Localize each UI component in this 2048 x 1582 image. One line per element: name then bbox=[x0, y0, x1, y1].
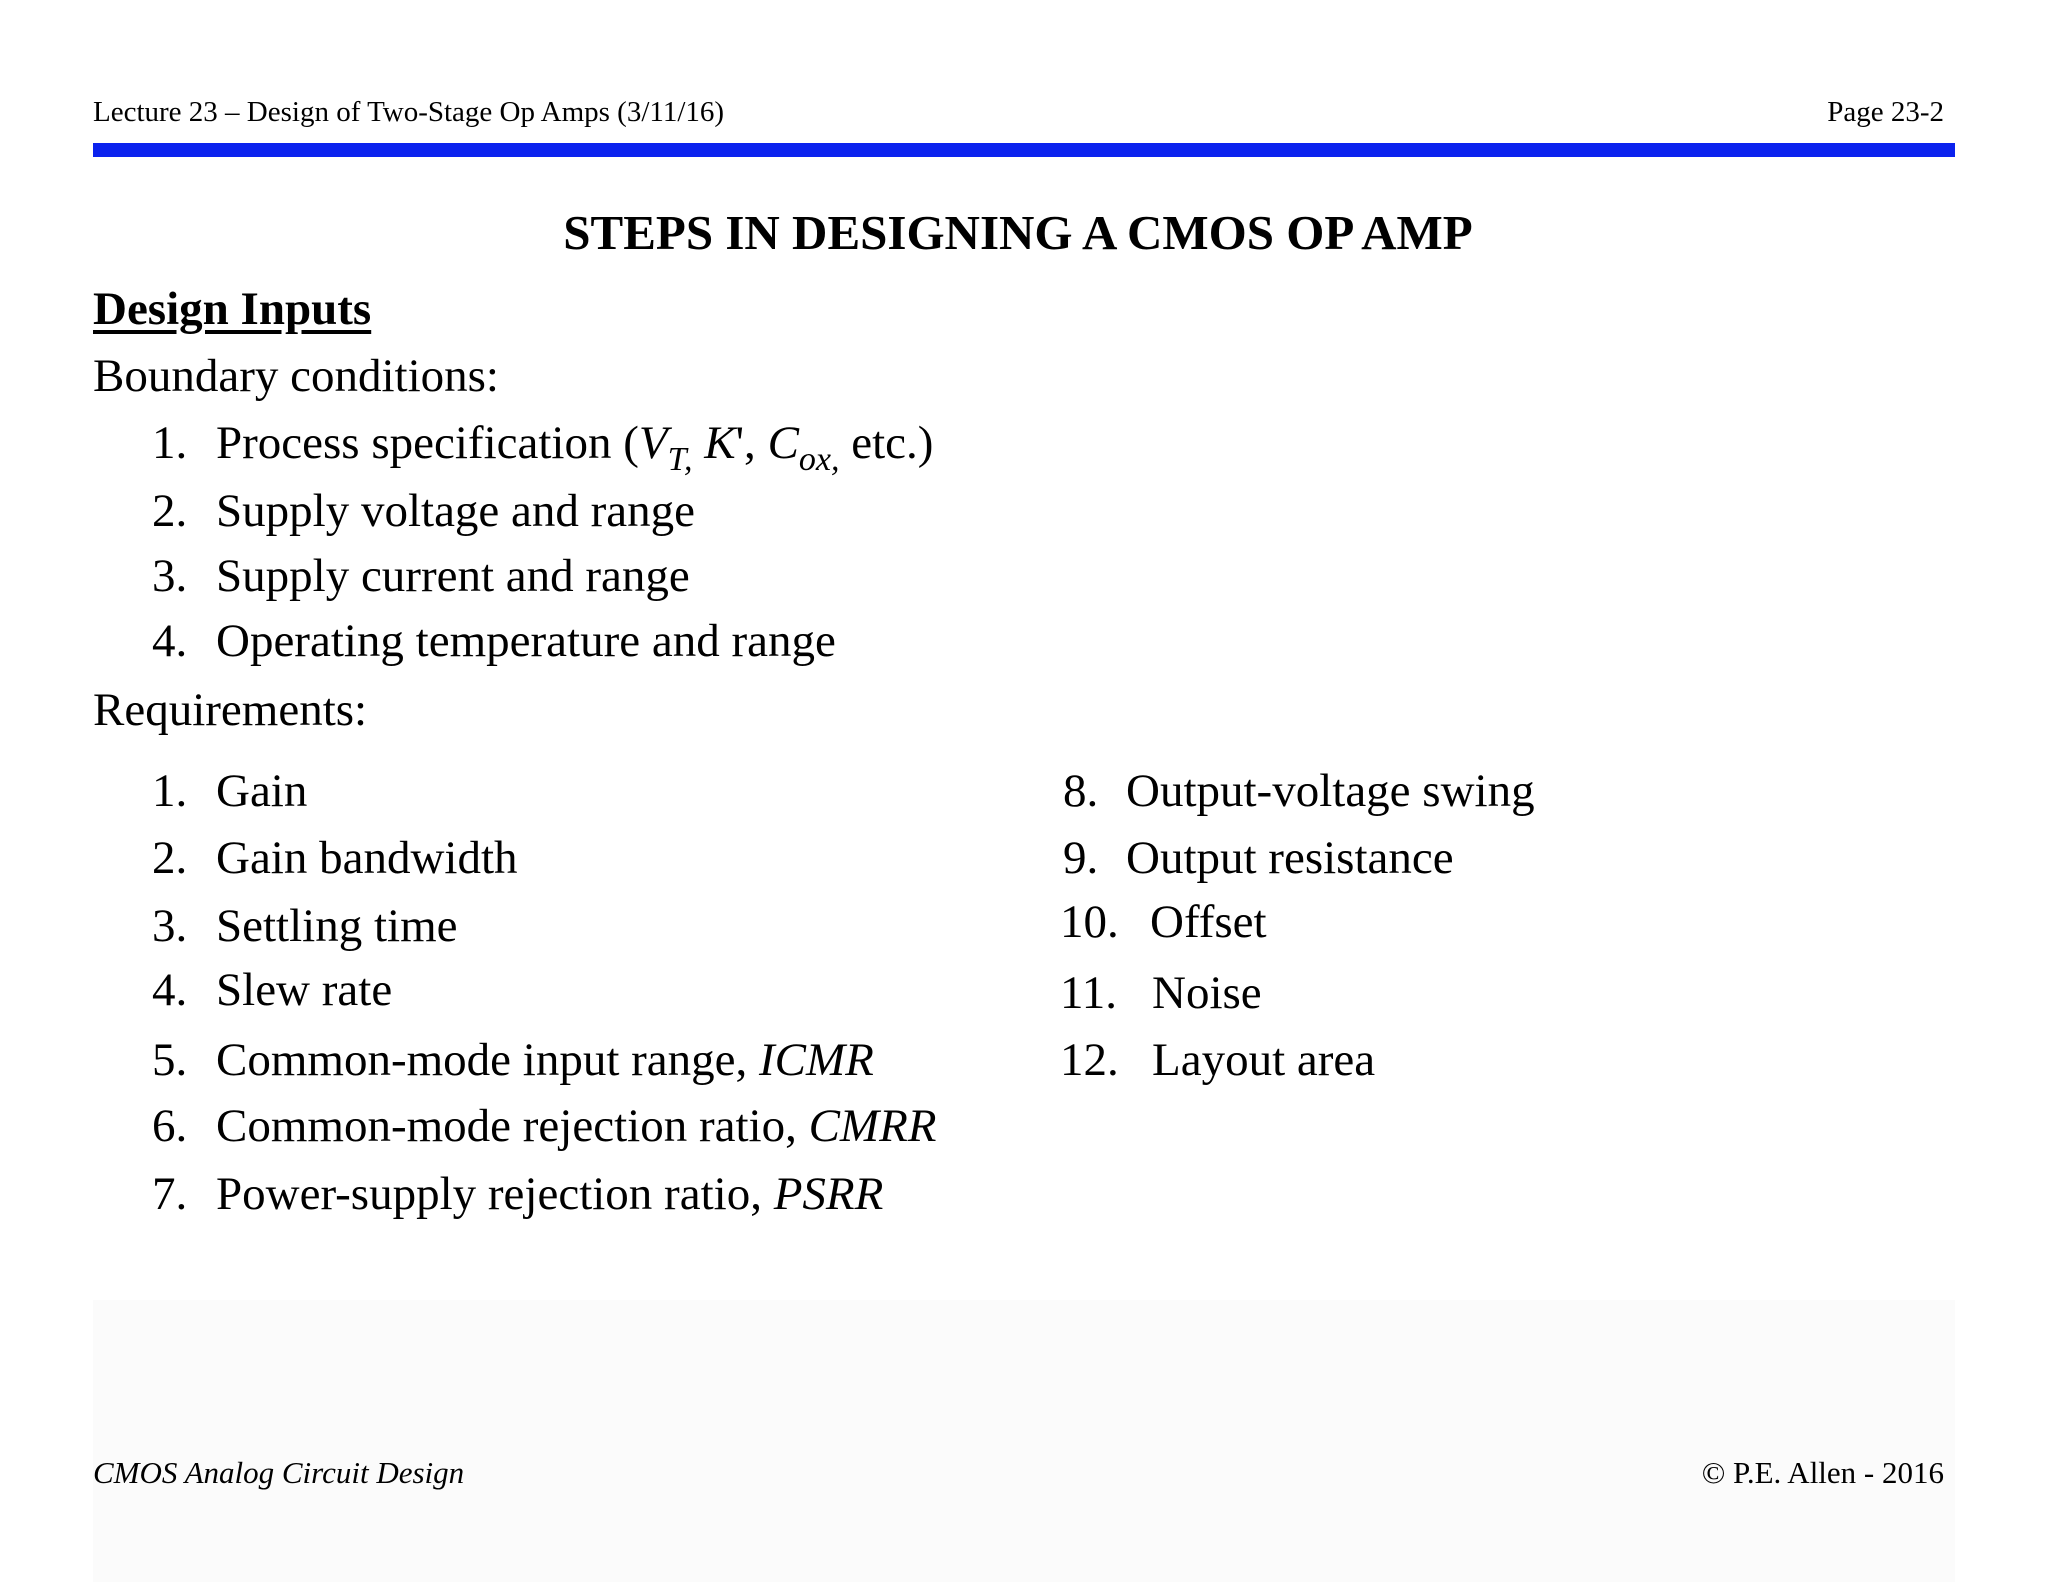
requirement-number: 10. bbox=[1060, 896, 1119, 948]
requirement-text: Gain bandwidth bbox=[216, 832, 518, 884]
process-spec-prefix: Process specification ( bbox=[216, 417, 639, 469]
requirement-number: 4. bbox=[152, 964, 188, 1016]
requirement-item-psrr bbox=[216, 1166, 883, 1222]
slide-background-band bbox=[93, 1300, 1955, 1582]
slide-title: STEPS IN DESIGNING A CMOS OP AMP bbox=[563, 205, 1473, 260]
requirement-text: Layout area bbox=[1152, 1034, 1376, 1086]
vt-symbol: V bbox=[638, 417, 668, 469]
requirement-number: 12. bbox=[1060, 1034, 1119, 1086]
cox-subscript: ox, bbox=[798, 441, 840, 478]
requirement-text: Gain bbox=[216, 765, 308, 817]
requirement-number: 5. bbox=[152, 1034, 188, 1086]
header-divider bbox=[93, 143, 1955, 157]
lecture-header: Lecture 23 – Design of Two-Stage Op Amps (3/11/16) bbox=[93, 96, 725, 128]
requirement-text: Power-supply rejection ratio, bbox=[216, 1168, 774, 1220]
requirement-number: 9. bbox=[1063, 832, 1099, 884]
boundary-item-text: Supply voltage and range bbox=[216, 485, 696, 537]
boundary-item-number: 1. bbox=[152, 417, 188, 469]
requirement-text: Output resistance bbox=[1126, 832, 1454, 884]
requirements-label: Requirements: bbox=[93, 684, 368, 736]
boundary-item-number: 3. bbox=[152, 550, 188, 602]
requirement-text: Output-voltage swing bbox=[1126, 765, 1535, 817]
requirement-number: 1. bbox=[152, 765, 188, 817]
copyright-footer: © P.E. Allen - 2016 bbox=[1701, 1455, 1944, 1490]
cox-symbol: C bbox=[767, 417, 799, 469]
kprime-suffix: ', bbox=[735, 417, 768, 469]
requirement-number: 8. bbox=[1063, 765, 1099, 817]
kprime-symbol: K bbox=[704, 417, 736, 469]
requirement-abbreviation: CMRR bbox=[808, 1100, 937, 1152]
requirement-text: Offset bbox=[1150, 896, 1267, 948]
page-number: Page 23-2 bbox=[1827, 96, 1944, 128]
requirement-number: 11. bbox=[1060, 967, 1118, 1019]
requirement-number: 3. bbox=[152, 900, 188, 952]
requirement-number: 6. bbox=[152, 1100, 188, 1152]
boundary-item-text: Operating temperature and range bbox=[216, 615, 836, 667]
section-heading: Design Inputs bbox=[93, 283, 372, 335]
requirement-abbreviation: ICMR bbox=[759, 1034, 874, 1086]
vt-subscript: T, bbox=[667, 441, 693, 478]
requirement-item-icmr bbox=[216, 1032, 874, 1088]
requirement-text: Common-mode input range, bbox=[216, 1034, 760, 1086]
boundary-item-number: 4. bbox=[152, 615, 188, 667]
requirement-number: 7. bbox=[152, 1168, 188, 1220]
course-footer: CMOS Analog Circuit Design bbox=[93, 1455, 465, 1490]
requirement-text: Settling time bbox=[216, 900, 458, 952]
boundary-item-text: Supply current and range bbox=[216, 550, 690, 602]
boundary-conditions-label: Boundary conditions: bbox=[93, 350, 499, 402]
process-spec-suffix: etc.) bbox=[839, 417, 934, 469]
requirement-text: Slew rate bbox=[216, 964, 393, 1016]
boundary-item-process-spec bbox=[216, 415, 933, 476]
boundary-item-number: 2. bbox=[152, 485, 188, 537]
requirement-text: Common-mode rejection ratio, bbox=[216, 1100, 809, 1152]
requirement-text: Noise bbox=[1152, 967, 1262, 1019]
requirement-number: 2. bbox=[152, 832, 188, 884]
requirement-item-cmrr bbox=[216, 1098, 937, 1154]
requirement-abbreviation: PSRR bbox=[773, 1168, 884, 1220]
